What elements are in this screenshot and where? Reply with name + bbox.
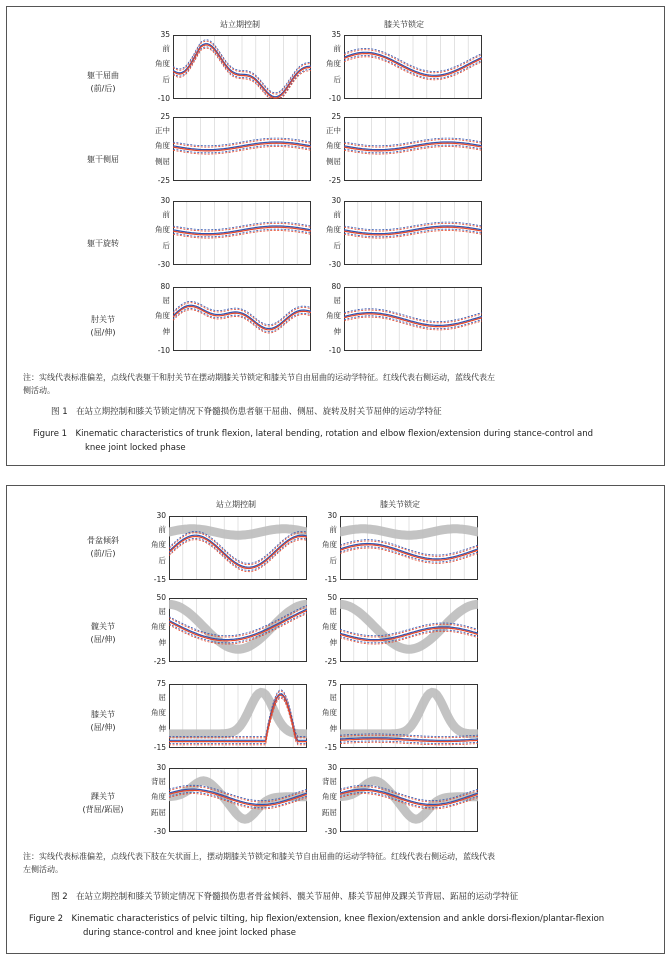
y-tick-label: -10 [157, 94, 170, 103]
y-tick-label: 屈 [158, 607, 166, 617]
y-tick-label: 角度 [326, 225, 341, 235]
y-tick-label: 屈 [162, 296, 170, 306]
y-tick-label: 50 [327, 593, 337, 602]
y-tick-label: 角度 [155, 141, 170, 151]
y-tick-label: -15 [153, 575, 166, 584]
y-tick-label: 前 [333, 44, 341, 54]
chart-pelvis-stance [169, 516, 307, 580]
chart-plot-area [169, 684, 307, 748]
chart-hip-stance [169, 598, 307, 662]
figure-2 [6, 485, 665, 954]
row-label-line: (前/后) [90, 84, 116, 93]
y-tick-label: 角度 [322, 622, 337, 632]
figure-1 [6, 6, 665, 466]
chart-plot-area [169, 598, 307, 662]
row-label-line: 骨盆倾斜 [87, 536, 119, 545]
chart-plot-area [169, 768, 307, 832]
y-tick-label: 角度 [155, 59, 170, 69]
y-tick-label: 屈 [158, 693, 166, 703]
row-label-trunk-rotation [73, 237, 133, 250]
y-tick-label: -25 [324, 657, 337, 666]
y-tick-label: 角度 [155, 225, 170, 235]
y-tick-label: 跖屈 [322, 807, 337, 817]
chart-pelvis-locked [340, 516, 478, 580]
y-tick-label: 角度 [151, 708, 166, 718]
y-tick-label: 角度 [151, 622, 166, 632]
y-tick-label: 后 [333, 74, 341, 84]
y-tick-label: 背屈 [151, 777, 166, 787]
figure-note [23, 371, 495, 397]
y-tick-label: -30 [328, 260, 341, 269]
y-tick-label: 角度 [326, 59, 341, 69]
chart-knee-locked [340, 684, 478, 748]
chart-trunk-lateral-locked [344, 117, 482, 181]
chart-plot-area [173, 35, 311, 99]
y-tick-label: 35 [160, 30, 170, 39]
row-label-line: 膝关节 [91, 710, 115, 719]
y-tick-label: 跖屈 [151, 807, 166, 817]
y-tick-label: 30 [327, 763, 337, 772]
chart-trunk-lateral-stance [173, 117, 311, 181]
y-tick-label: -30 [153, 827, 166, 836]
row-label-line: 髋关节 [91, 622, 115, 631]
chart-plot-area [344, 201, 482, 265]
y-tick-label: -30 [324, 827, 337, 836]
row-label-pelvis [73, 534, 133, 560]
y-tick-label: -10 [328, 94, 341, 103]
caption-en-line: knee joint locked phase [85, 443, 186, 453]
y-tick-label: 正中 [326, 126, 341, 136]
caption-cn: 图 1 在站立期控制和膝关节锁定情况下脊髓损伤患者躯干屈曲、侧屈、旋转及肘关节屈伸的运动学特征 [51, 407, 442, 417]
row-label-line: (屈/伸) [90, 328, 116, 337]
chart-ankle-locked [340, 768, 478, 832]
chart-plot-area [344, 117, 482, 181]
chart-plot-area [340, 684, 478, 748]
y-tick-label: -25 [157, 176, 170, 185]
chart-plot-area [173, 287, 311, 351]
y-tick-label: 角度 [151, 792, 166, 802]
chart-elbow-locked [344, 287, 482, 351]
caption-en-line: Figure 1 Kinematic characteristics of trunk flexion, lateral bending, rotation and elbow flexion/extension during stance-control and [33, 429, 594, 439]
y-tick-label: 伸 [329, 637, 337, 647]
y-tick-label: 后 [333, 240, 341, 250]
chart-plot-area [344, 35, 482, 99]
y-tick-label: 80 [160, 282, 170, 291]
note-line: 注：实线代表标准偏差，点线代表下肢在矢状面上，摆动期膝关节锁定和膝关节自由屈曲的运动学特征。红线代表右侧运动，蓝线代表 [23, 852, 495, 861]
y-tick-label: -15 [324, 575, 337, 584]
note-line: 侧活动。 [23, 386, 55, 395]
y-tick-label: 后 [162, 74, 170, 84]
chart-plot-area [340, 768, 478, 832]
chart-hip-locked [340, 598, 478, 662]
y-tick-label: 背屈 [322, 777, 337, 787]
chart-knee-stance [169, 684, 307, 748]
chart-plot-area [173, 117, 311, 181]
chart-ankle-stance [169, 768, 307, 832]
y-tick-label: -30 [157, 260, 170, 269]
chart-trunk-rotation-locked [344, 201, 482, 265]
y-tick-label: -15 [324, 743, 337, 752]
y-tick-label: 80 [331, 282, 341, 291]
y-tick-label: 伸 [158, 723, 166, 733]
row-label-line: 躯干侧屈 [87, 155, 119, 164]
y-tick-label: 后 [329, 555, 337, 565]
row-label-ankle [67, 790, 139, 816]
y-tick-label: 75 [156, 679, 166, 688]
y-tick-label: 75 [327, 679, 337, 688]
row-label-line: 躯干屈曲 [87, 71, 119, 80]
caption-en [29, 912, 604, 940]
y-tick-label: 后 [162, 240, 170, 250]
y-tick-label: 30 [327, 511, 337, 520]
col-title-knee-locked: 膝关节锁定 [384, 20, 424, 29]
y-tick-label: 侧屈 [155, 156, 170, 166]
col-title-stance-control: 站立期控制 [220, 20, 260, 29]
col-title-stance-control: 站立期控制 [216, 500, 256, 509]
y-tick-label: 伸 [333, 326, 341, 336]
row-label-trunk-lateral [73, 153, 133, 166]
y-tick-label: 屈 [329, 693, 337, 703]
y-tick-label: 30 [331, 196, 341, 205]
chart-trunk-rotation-stance [173, 201, 311, 265]
row-label-line: 踝关节 [91, 792, 115, 801]
y-tick-label: 25 [331, 112, 341, 121]
y-tick-label: -10 [157, 346, 170, 355]
row-label-line: (背屈/跖屈) [82, 805, 124, 814]
chart-elbow-stance [173, 287, 311, 351]
row-label-elbow [73, 313, 133, 339]
y-tick-label: 角度 [322, 792, 337, 802]
y-tick-label: -25 [153, 657, 166, 666]
y-tick-label: 角度 [151, 540, 166, 550]
y-tick-label: 前 [329, 525, 337, 535]
figure-note [23, 850, 495, 876]
row-label-line: (屈/伸) [90, 635, 116, 644]
y-tick-label: -10 [328, 346, 341, 355]
y-tick-label: 角度 [326, 311, 341, 321]
row-label-line: (前/后) [90, 549, 116, 558]
y-tick-label: 屈 [329, 607, 337, 617]
y-tick-label: 正中 [155, 126, 170, 136]
y-tick-label: 伸 [158, 637, 166, 647]
y-tick-label: 角度 [322, 708, 337, 718]
caption-en-line: Figure 2 Kinematic characteristics of pelvic tilting, hip flexion/extension, knee flexion/extension and ankle dorsi-flexion/plantar-flexion [29, 914, 605, 924]
y-tick-label: -25 [328, 176, 341, 185]
note-line: 左侧活动。 [23, 865, 63, 874]
y-tick-label: 侧屈 [326, 156, 341, 166]
chart-plot-area [169, 516, 307, 580]
y-tick-label: 后 [158, 555, 166, 565]
y-tick-label: 角度 [155, 311, 170, 321]
y-tick-label: 屈 [333, 296, 341, 306]
y-tick-label: 前 [162, 210, 170, 220]
chart-trunk-flexion-stance [173, 35, 311, 99]
y-tick-label: 角度 [322, 540, 337, 550]
y-tick-label: 30 [160, 196, 170, 205]
note-line: 注：实线代表标准偏差，点线代表躯干和肘关节在摆动期膝关节锁定和膝关节自由屈曲的运动学特征。红线代表右侧运动，蓝线代表左 [23, 373, 495, 382]
chart-plot-area [173, 201, 311, 265]
row-label-line: (屈/伸) [90, 723, 116, 732]
row-label-hip [73, 620, 133, 646]
caption-en-line: during stance-control and knee joint locked phase [83, 928, 296, 938]
row-label-line: 肘关节 [91, 315, 115, 324]
y-tick-label: 30 [156, 763, 166, 772]
row-label-knee [73, 708, 133, 734]
y-tick-label: 25 [160, 112, 170, 121]
y-tick-label: 角度 [326, 141, 341, 151]
caption-cn: 图 2 在站立期控制和膝关节锁定情况下脊髓损伤患者骨盆倾斜、髋关节屈伸、膝关节屈伸及踝关节背屈、跖屈的运动学特征 [51, 892, 519, 902]
y-tick-label: 50 [156, 593, 166, 602]
col-title-knee-locked: 膝关节锁定 [380, 500, 420, 509]
chart-plot-area [340, 516, 478, 580]
caption-en [33, 427, 593, 455]
row-label-trunk-flexion [73, 69, 133, 95]
y-tick-label: 伸 [329, 723, 337, 733]
y-tick-label: 前 [158, 525, 166, 535]
y-tick-label: 伸 [162, 326, 170, 336]
y-tick-label: 前 [162, 44, 170, 54]
y-tick-label: 35 [331, 30, 341, 39]
row-label-line: 躯干旋转 [87, 239, 119, 248]
chart-plot-area [340, 598, 478, 662]
y-tick-label: -15 [153, 743, 166, 752]
y-tick-label: 30 [156, 511, 166, 520]
chart-plot-area [344, 287, 482, 351]
y-tick-label: 前 [333, 210, 341, 220]
chart-trunk-flexion-locked [344, 35, 482, 99]
